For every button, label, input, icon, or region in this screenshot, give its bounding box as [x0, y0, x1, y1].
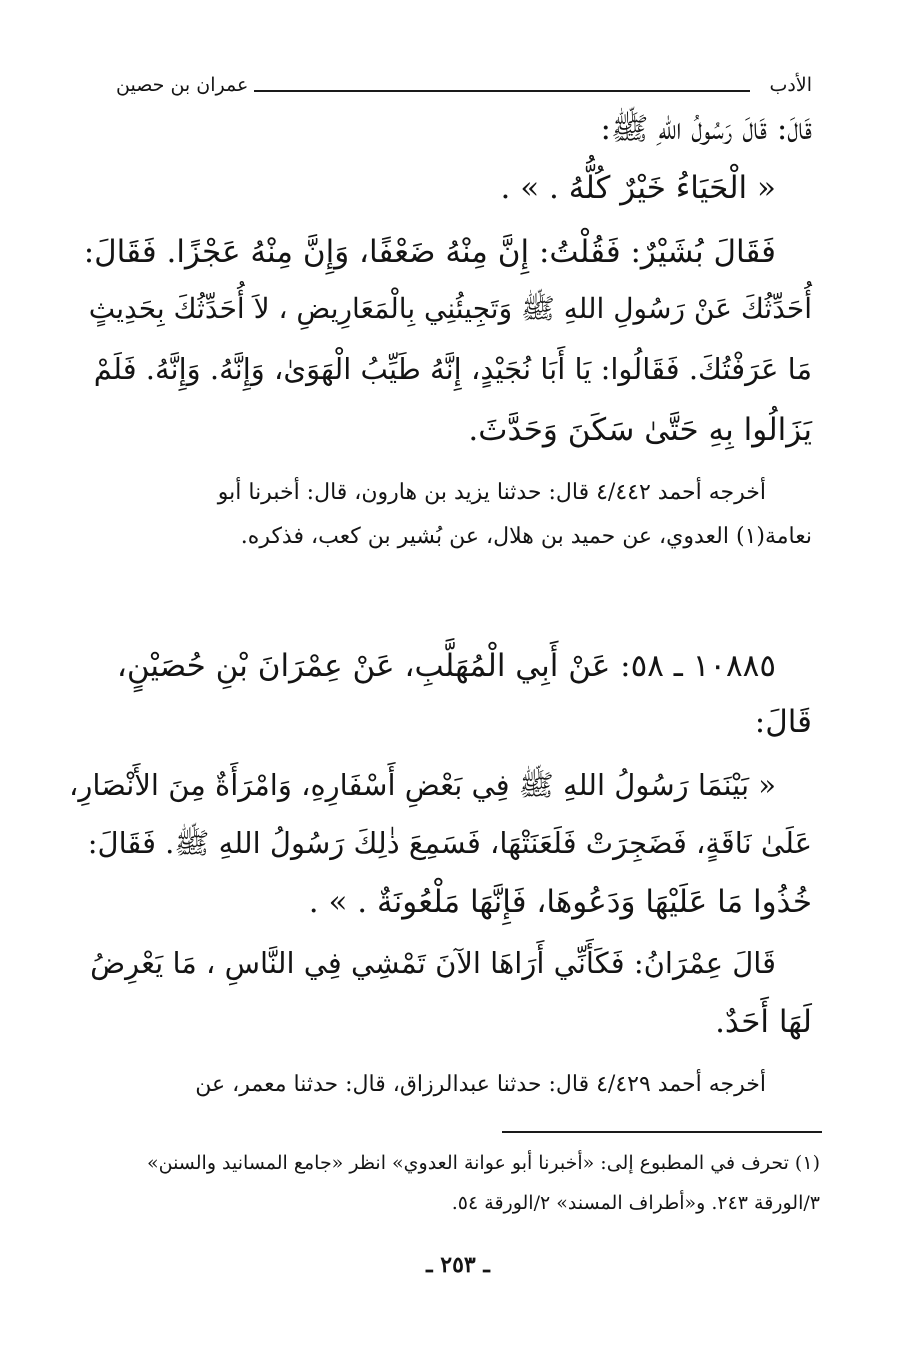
source-line: أخرجه أحمد ٤/٤٤٢ قال: حدثنا يزيد بن هارون، قال: أخبرنا أبو	[217, 480, 766, 505]
text-line: « بَيْنَمَا رَسُولُ اللهِ ﷺ فِي بَعْضِ أَسْفَارِهِ، وَامْرَأَةٌ مِنَ الأَنْصَارِ،	[68, 768, 776, 802]
text-line: « الْحَيَاءُ خَيْرٌ كُلُّهُ . » .	[500, 170, 776, 206]
text-line: قَالَ عِمْرَانُ: فَكَأَنِّي أَرَاهَا الآنَ تَمْشِي فِي النَّاسِ ، مَا يَعْرِضُ	[90, 946, 776, 980]
text-line: فَقَالَ بُشَيْرٌ: فَقُلْتُ: إِنَّ مِنْهُ ضَعْفًا، وَإِنَّ مِنْهُ عَجْزًا. فَقَالَ:	[83, 234, 776, 270]
header-rule	[254, 90, 750, 92]
header-section: الأدب	[769, 74, 812, 96]
footnote-separator	[502, 1131, 822, 1133]
source-line: أخرجه أحمد ٤/٤٢٩ قال: حدثنا عبدالرزاق، قال: حدثنا معمر، عن	[195, 1072, 766, 1097]
page-number: ـ ٢٥٣ ـ	[426, 1252, 490, 1278]
hadith-heading: ١٠٨٨٥ ـ ٥٨: عَنْ أَبِي الْمُهَلَّبِ، عَنْ عِمْرَانَ بْنِ حُصَيْنٍ،	[116, 648, 776, 684]
text-line: قَالَ: قَالَ رَسُولُ اللهِ ﷺ:	[600, 111, 812, 147]
text-line: خُذُوا مَا عَلَيْهَا وَدَعُوهَا، فَإِنَّهَا مَلْعُونَةٌ . » .	[308, 884, 812, 920]
text-line: أُحَدِّثُكَ عَنْ رَسُولِ اللهِ ﷺ وَتَجِيئُنِي بِالْمَعَارِيضِ ، لاَ أُحَدِّثُكَ بِحَدِيثٍ	[88, 292, 812, 325]
text-line: مَا عَرَفْتُكَ. فَقَالُوا: يَا أَبَا نُجَيْدٍ، إِنَّهُ طَيِّبُ الْهَوَىٰ، وَإِنَّهُ. وَإِنَّهُ. فَلَمْ	[93, 352, 812, 386]
text-line: لَهَا أَحَدٌ.	[715, 1004, 812, 1040]
text-line: قَالَ:	[754, 704, 812, 740]
header-chapter: عمران بن حصين	[116, 74, 249, 96]
text-line: عَلَىٰ نَاقَةٍ، فَضَجِرَتْ فَلَعَنَتْهَا، فَسَمِعَ ذٰلِكَ رَسُولُ اللهِ ﷺ. فَقَالَ:	[87, 826, 812, 860]
running-header	[116, 72, 812, 100]
source-line: نعامة(١) العدوي، عن حميد بن هلال، عن بُشير بن كعب، فذكره.	[240, 524, 812, 549]
text-line: يَزَالُوا بِهِ حَتَّىٰ سَكَنَ وَحَدَّثَ.	[468, 412, 812, 448]
footnote-line: ٣/الورقة ٢٤٣. و«أطراف المسند» ٢/الورقة ٥٤.	[451, 1192, 820, 1214]
footnote-line: (١) تحرف في المطبوع إلى: «أخبرنا أبو عوانة العدوي» انظر «جامع المسانيد والسنن»	[146, 1152, 820, 1174]
